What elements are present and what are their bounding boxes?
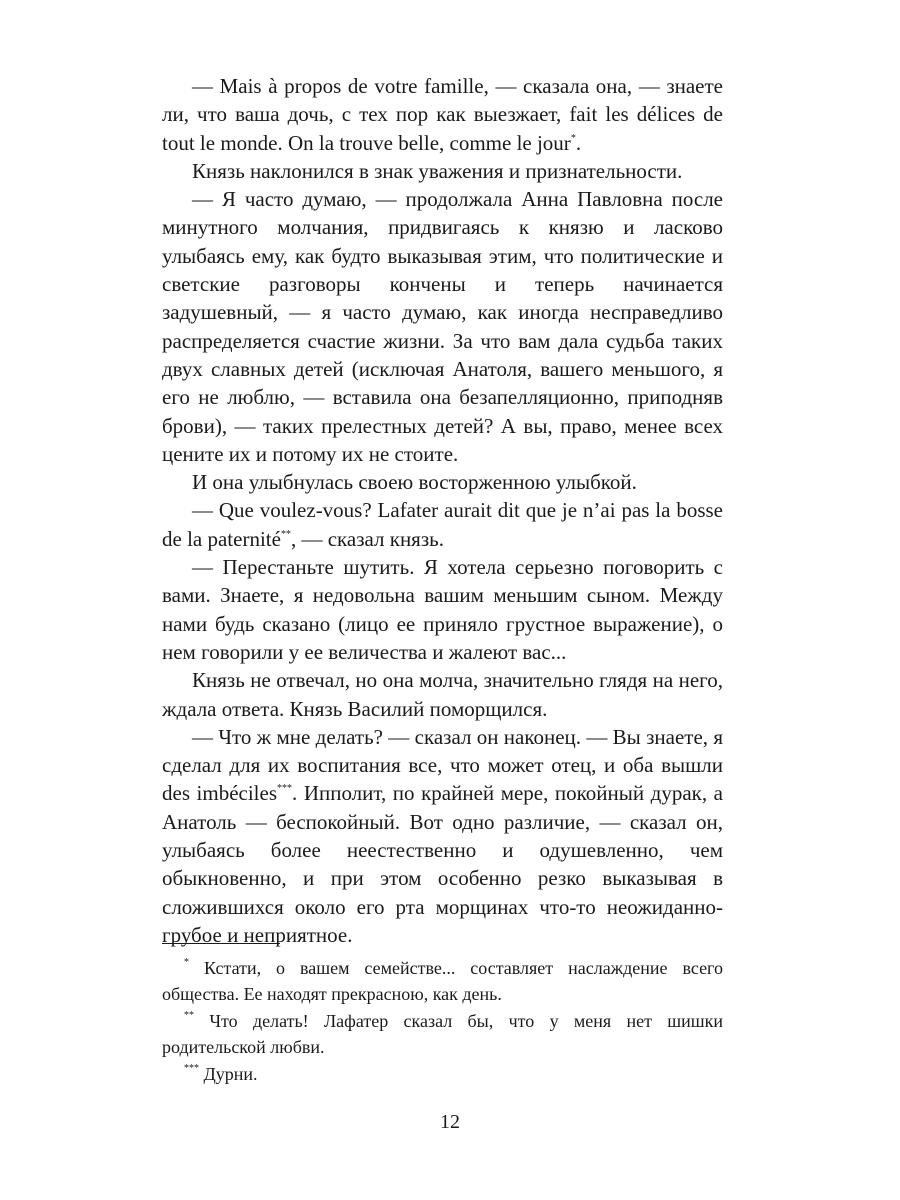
footnote-marker[interactable]: * [570, 132, 576, 144]
footnote: * Кстати, о вашем семействе... составляет наслаждение всего общества. Ее находят прекрасною, как день. [162, 957, 723, 1004]
main-text [162, 72, 723, 949]
footnote-marker[interactable]: ** [280, 528, 291, 540]
paragraph: — Перестаньте шутить. Я хотела серьезно поговорить с вами. Знаете, я недовольна вашим меньшим сыном. Между нами будь сказано (лицо ее приняло грустное выражение), о нем говорили у ее величества и жалеют вас... [162, 555, 723, 664]
paragraph: — Mais à propos de votre famille, — сказала она, — знаете ли, что ваша дочь, с тех пор как выезжает, fait les délices de tout le monde. On la trouve belle, comme le jour*. [162, 74, 723, 155]
footnote: ** Что делать! Лафатер сказал бы, что у меня нет шишки родительской любви. [162, 1010, 723, 1057]
footnote-marker: *** [184, 1063, 199, 1074]
paragraph: — Que voulez-vous? Lafater aurait dit que je n’ai pas la bosse de la paternité**, — сказал князь. [162, 498, 723, 551]
paragraph: Князь не отвечал, но она молча, значительно глядя на него, ждала ответа. Князь Василий поморщился. [162, 668, 723, 721]
footnote-marker: * [184, 957, 189, 968]
paragraph: — Я часто думаю, — продолжала Анна Павловна после минутного молчания, придвигаясь к князю и ласково улыбаясь ему, как будто выказывая этим, что политические и светские разговоры кончены и теперь начинается задушевный, — я часто думаю, как иногда несправедливо распределяется счастие жизни. За что вам дала судьба таких двух славных детей (исключая Анатоля, вашего меньшого, я его не люблю, — вставила она безапелляционно, приподняв брови), — таких прелестных детей? А вы, право, менее всех цените их и потому их не стоите. [162, 187, 723, 466]
footnote: *** Дурни. [184, 1063, 258, 1084]
paragraph: — Что ж мне делать? — сказал он наконец. — Вы знаете, я сделал для их воспитания все, что может отец, и оба вышли des imbéciles***. Ипполит, по крайней мере, покойный дурак, а Анатоль — беспокойный. Вот одно различие, — сказал он, улыбаясь более неестественно и одушевленно, чем обыкновенно, и при этом особенно резко выказывая в сложившихся около его рта морщинах что-то неожиданно-грубое и неприятное. [162, 724, 723, 947]
paragraph: Князь наклонился в знак уважения и признательности. [192, 158, 683, 183]
footnote-marker: ** [184, 1010, 194, 1021]
footnotes [162, 956, 723, 1088]
paragraph: И она улыбнулась своею восторженною улыбкой. [192, 470, 637, 495]
footnote-marker[interactable]: *** [277, 783, 293, 795]
page-number: 12 [440, 1111, 460, 1133]
footnote-divider [162, 943, 280, 944]
